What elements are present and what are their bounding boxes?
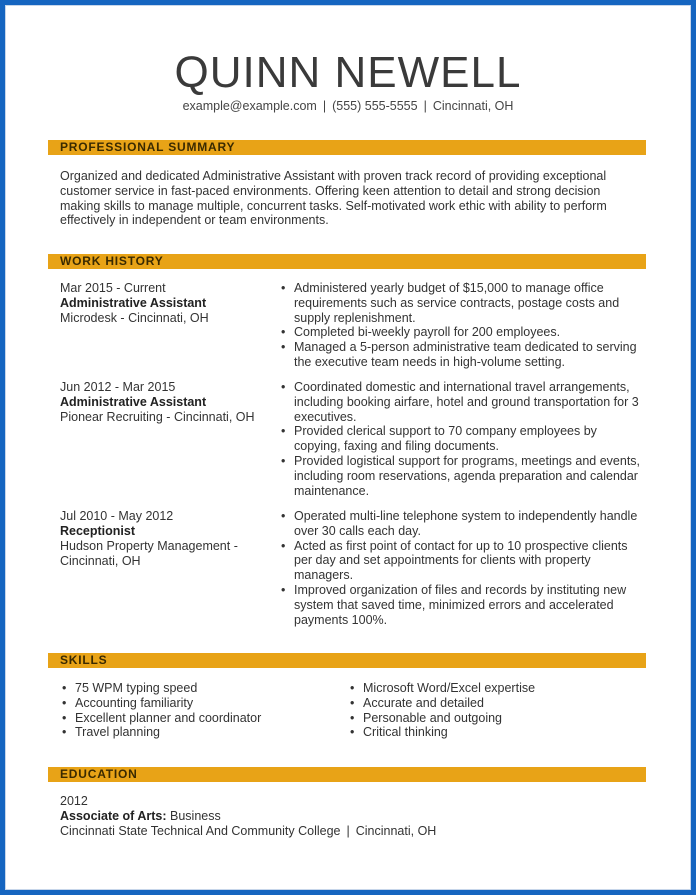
job-dates: Jun 2012 - Mar 2015 [60,380,176,394]
job-company: Pionear Recruiting - Cincinnati, OH [60,410,255,424]
skill-item: • Accounting familiarity [60,696,320,711]
contact-email: example@example.com [182,99,317,113]
list-item: • Completed bi-weekly payroll for 200 employees. [279,325,644,340]
education-field: Business [170,809,221,823]
resume-page [5,5,691,890]
list-item: • Administered yearly budget of $15,000 to manage office requirements such as service contracts, postage costs and supply replenishment. [279,281,644,325]
contact-separator: | [322,99,327,113]
section-title: WORK HISTORY [60,254,164,268]
skills-list-right [348,681,608,740]
job-dates: Jul 2010 - May 2012 [60,509,174,523]
skill-item: • Travel planning [60,725,320,740]
contact-phone: (555) 555-5555 [332,99,418,113]
contact-line [6,99,690,113]
job-company: Hudson Property Management - Cincinnati, OH [60,539,238,568]
education-year: 2012 [60,794,88,808]
section-title: PROFESSIONAL SUMMARY [60,140,236,154]
education-separator: | [346,824,350,838]
list-item: • Provided logistical support for programs, meetings and events, including room reservations, agenda preparation and calendar maintenance. [279,454,644,498]
section-title: EDUCATION [60,767,138,781]
list-item: • Coordinated domestic and international travel arrangements, including booking airfare, hotel and ground transportation for 3 executives. [279,380,644,424]
job-dates: Mar 2015 - Current [60,281,166,295]
section-header-work [48,254,646,269]
education-school-line [60,824,620,839]
list-item: • Improved organization of files and records by instituting new system that saved time, minimized errors and accelerated payments 100%. [279,583,644,627]
job-entry-3 [60,509,250,569]
contact-location: Cincinnati, OH [432,99,514,113]
section-header-skills [48,653,646,668]
section-header-education [48,767,646,782]
job-entry-1 [60,281,260,326]
education-location: Cincinnati, OH [355,824,437,838]
section-header-summary [48,140,646,155]
section-title: SKILLS [60,653,108,667]
job-company: Microdesk - Cincinnati, OH [60,311,209,325]
skills-list-left [60,681,320,740]
candidate-name: QUINN NEWELL [174,48,522,97]
job-title: Administrative Assistant [60,395,207,409]
summary-text: Organized and dedicated Administrative Assistant with proven track record of providing exceptional customer service in fast-paced environments. Offering keen attention to detail and strong decision making skills to manage multiple, concurrent tasks. Self-motivated work ethic with ability to perform effectively in independent or team environments. [60,169,607,228]
contact-separator: | [423,99,427,113]
skill-item: • 75 WPM typing speed [60,681,320,696]
skill-item: • Personable and outgoing [348,711,608,726]
education-degree: Associate of Arts [60,809,163,823]
education-entry [60,794,620,839]
list-item: • Acted as first point of contact for up to 10 prospective clients per day and set appointments for clients with property managers. [279,539,644,583]
list-item: • Provided clerical support to 70 company employees by copying, faxing and filing documents. [279,424,644,454]
job-bullets-3 [279,509,644,627]
education-school: Cincinnati State Technical And Community College [60,824,341,838]
education-degree-line: Associate of Arts: Business [60,809,221,823]
skill-item: • Microsoft Word/Excel expertise [348,681,608,696]
skill-item: • Critical thinking [348,725,608,740]
list-item: • Managed a 5-person administrative team dedicated to serving the executive team needs in high-volume setting. [279,340,644,370]
job-bullets-1 [279,281,644,370]
list-item: • Operated multi-line telephone system to independently handle over 30 calls each day. [279,509,644,539]
job-title: Receptionist [60,524,136,538]
job-entry-2 [60,380,260,425]
skill-item: • Excellent planner and coordinator [60,711,320,726]
job-bullets-2 [279,380,644,498]
skill-item: • Accurate and detailed [348,696,608,711]
job-title: Administrative Assistant [60,296,207,310]
